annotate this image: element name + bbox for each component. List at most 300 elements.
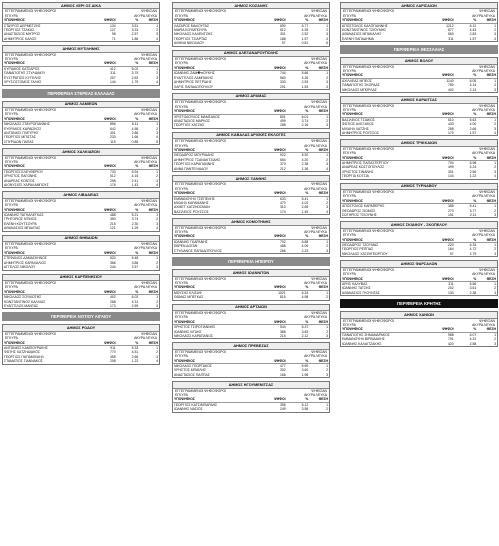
summary-label: ΕΓΚΥΡΑ: [343, 194, 356, 199]
rank-cell: 2: [494, 28, 496, 33]
column-header: ΘΕΣΗ: [139, 164, 159, 169]
column-header: ΨΗΦΟΙ: [261, 191, 287, 196]
summary-label: ΑΚΥΡΑ ΛΕΥΚΑ: [472, 13, 495, 18]
rank-cell: 1: [494, 281, 496, 286]
column-header: ΥΠΟΨΗΦΙΟΣ: [341, 112, 429, 117]
votes-cell: 815: [279, 295, 286, 300]
votes-cell: 1212: [446, 23, 454, 28]
candidate-name: ΑΝΤΩΝΙΟΣ ΚΑΜΠΟΥΡΑΚΗΣ: [4, 345, 48, 350]
votes-cell: 780: [447, 83, 454, 88]
candidate-name: ΑΓΓΕΛΟΣ ΝΙΚΟΛΟΥ: [4, 265, 36, 270]
rank-cell: 4: [494, 130, 496, 135]
votes-cell: 121: [109, 226, 116, 231]
column-header: ΨΗΦΟΙ: [91, 290, 117, 295]
votes-cell: 701: [447, 337, 454, 342]
percent-cell: 5.12: [301, 402, 309, 407]
summary-label: ΕΓΓΕΓΡΑΜΜΕΝΟΙ ΨΗΦΟΦΟΡΟΙ: [175, 57, 227, 62]
summary-label: ΕΓΚΥΡΑ: [5, 336, 18, 341]
candidate-name: ΑΠΟΣΤΟΛΟΣ ΚΑΡΑΦΕΡΗΣ: [342, 204, 385, 209]
percent-cell: 5.33: [131, 345, 139, 350]
rank-cell: 4: [494, 174, 496, 179]
municipality-block: [172, 132, 330, 172]
candidate-name: ΠΑΝΑΓΙΩΤΗΣ ΣΗΜΑΝΔΡΑΚΟΣ: [342, 332, 390, 337]
column-header: %: [117, 18, 140, 23]
municipality-title: ΔΗΜΟΣ ΒΟΛΟΥ: [341, 58, 497, 64]
rank-cell: 3: [156, 303, 158, 308]
candidate-name: ΔΗΜΗΤΡΙΟΣ ΚΑΛΟΣ: [4, 36, 37, 41]
percent-cell: 2.23: [301, 248, 309, 253]
column-header: %: [117, 290, 140, 295]
percent-cell: 1.98: [301, 372, 309, 377]
results-table: [341, 73, 497, 92]
summary-label: ΕΓΚΥΡΑ: [175, 280, 188, 285]
votes-cell: 488: [279, 244, 286, 249]
summary-label: ΨΗΦΙΣΑΝ: [141, 52, 157, 57]
summary-label: ΕΓΓΕΓΡΑΜΜΕΝΟΙ ΨΗΦΟΦΟΡΟΙ: [343, 64, 395, 69]
percent-cell: 4.31: [131, 299, 139, 304]
results-table: [3, 117, 159, 144]
percent-cell: 3.77: [469, 208, 477, 213]
percent-cell: 1.57: [469, 130, 477, 135]
summary-label: ΑΚΥΡΑ ΛΕΥΚΑ: [134, 203, 157, 208]
summary-label: ΕΓΚΥΡΑ: [5, 203, 18, 208]
votes-cell: 402: [447, 87, 454, 92]
candidate-name: ΑΘΑΝΑΣΙΟΣ ΓΚΟΥΝΤΑΣ: [342, 290, 380, 295]
candidate-name: ΑΘΑΝΑΣΙΟΣ ΜΠΑΚΑΛΗΣ: [342, 32, 382, 37]
municipality-block: [340, 311, 498, 347]
summary-label: ΕΓΚΥΡΑ: [343, 151, 356, 156]
municipality-title: ΔΗΜΟΣ ΦΑΡΣΑΛΩΝ: [341, 261, 497, 267]
table-row: [3, 183, 159, 187]
municipality-block: [2, 148, 160, 188]
summary-label: ΨΗΦΙΣΑΝ: [311, 9, 327, 14]
summary-label: ΨΗΦΙΣΑΝ: [479, 318, 495, 323]
table-row: [3, 304, 159, 308]
results-table: [341, 238, 497, 257]
rank-cell: 1: [156, 23, 158, 28]
summary-label: ΕΓΚΥΡΑ: [343, 233, 356, 238]
candidate-name: ΑΧΙΛΛΕΑΣ ΜΠΕΟΣ: [342, 78, 372, 83]
votes-cell: 176: [109, 183, 116, 187]
table-row: [173, 334, 329, 338]
results-table: [173, 109, 329, 128]
votes-cell: 420: [447, 341, 454, 346]
votes-cell: 388: [279, 329, 286, 334]
municipality-block: [172, 175, 330, 215]
candidate-name: ΕΥΘΥΜΙΟΣ ΚΑΡΑΙΣΚΟΣ: [4, 126, 42, 131]
candidate-name: ΘΕΟΔΩΡΟΣ ΣΙΩΜΟΣ: [342, 208, 376, 213]
rank-cell: 3: [494, 169, 496, 174]
summary-label: ΨΗΦΙΣΑΝ: [311, 182, 327, 187]
column-header: ΨΗΦΟΙ: [429, 199, 455, 204]
column-header: ΘΕΣΗ: [309, 359, 329, 364]
votes-cell: 208: [109, 359, 116, 364]
rank-cell: 2: [326, 295, 328, 300]
votes-cell: 173: [109, 303, 116, 308]
candidate-name: ΜΙΧΑΗΛ ΚΑΡΑΜΑΝΗΣ: [174, 201, 209, 206]
candidate-name: ΙΩΑΝΝΗΣ ΤΑΓΚΑΛΕΓΚΑΣ: [4, 213, 44, 218]
candidate-name: ΦΩΤΗΣ ΧΑΤΖΗΔΙΑΚΟΣ: [4, 350, 41, 355]
rank-cell: 1: [326, 153, 328, 158]
votes-cell: 401: [109, 130, 116, 135]
percent-cell: 2.38: [469, 290, 477, 295]
results-table: [3, 164, 159, 187]
summary-label: ΑΚΥΡΑ ΛΕΥΚΑ: [472, 322, 495, 327]
rank-cell: 1: [156, 295, 158, 300]
rank-cell: 3: [156, 221, 158, 226]
percent-cell: 6.12: [469, 23, 477, 28]
votes-cell: 311: [110, 71, 116, 76]
municipality-title: ΔΗΜΟΣ ΧΑΛΚΙΔΕΩΝ: [3, 149, 159, 155]
percent-cell: 5.56: [469, 281, 477, 286]
percent-cell: 1.53: [301, 84, 309, 89]
column-header: ΥΠΟΨΗΦΙΟΣ: [341, 156, 429, 161]
rank-cell: 1: [156, 213, 158, 218]
summary-label: ΑΚΥΡΑ ΛΕΥΚΑ: [304, 354, 327, 359]
candidate-name: ΕΜΜΑΝΟΥΗΛ ΒΙΡΒΙΔΑΚΗΣ: [342, 337, 385, 342]
votes-cell: 455: [109, 354, 116, 359]
column-header: ΘΕΣΗ: [139, 290, 159, 295]
summary-label: ΨΗΦΙΣΑΝ: [141, 331, 157, 336]
results-table: [341, 156, 497, 179]
column-header: %: [455, 156, 478, 161]
votes-cell: 388: [447, 204, 454, 209]
rank-cell: 2: [156, 28, 158, 33]
rank-cell: 3: [326, 32, 328, 37]
votes-cell: 97: [449, 251, 454, 256]
candidate-name: ΒΑΣΙΛΕΙΟΣ ΡΟΥΣΣΟΣ: [174, 209, 209, 214]
table-row: [341, 88, 497, 92]
summary-label: ΕΓΚΥΡΑ: [175, 61, 188, 66]
percent-cell: 6.05: [469, 78, 477, 83]
rank-cell: 3: [326, 80, 328, 85]
votes-cell: 97: [281, 41, 286, 46]
results-table: [3, 61, 159, 84]
percent-cell: 1.86: [131, 36, 139, 41]
votes-cell: 233: [109, 135, 116, 140]
column-header: ΨΗΦΟΙ: [91, 61, 117, 66]
column-header: ΘΕΣΗ: [309, 397, 329, 402]
votes-cell: 288: [279, 123, 286, 128]
column-header: %: [287, 191, 310, 196]
summary-label: ΑΚΥΡΑ ΛΕΥΚΑ: [134, 159, 157, 164]
column-2: [172, 2, 330, 416]
summary-label: ΕΓΚΥΡΑ: [343, 107, 356, 112]
votes-cell: 911: [110, 345, 116, 350]
column-header: ΘΕΣΗ: [309, 148, 329, 153]
summary-label: ΨΗΦΙΣΑΝ: [141, 9, 157, 14]
percent-cell: 4.28: [301, 28, 309, 33]
table-row: [173, 123, 329, 127]
votes-cell: 922: [279, 153, 286, 158]
votes-cell: 244: [109, 265, 116, 270]
column-header: ΨΗΦΟΙ: [261, 234, 287, 239]
rank-cell: 2: [156, 126, 158, 131]
percent-cell: 4.43: [469, 28, 477, 33]
percent-cell: 2.41: [131, 178, 139, 183]
rank-cell: 4: [326, 209, 328, 214]
rank-cell: 4: [156, 226, 158, 231]
percent-cell: 3.74: [131, 217, 139, 222]
rank-cell: 1: [326, 290, 328, 295]
column-header: ΥΠΟΨΗΦΙΟΣ: [341, 327, 429, 332]
candidate-name: ΛΑΖΑΡΟΣ ΜΑΛΟΥΤΑΣ: [174, 23, 210, 28]
candidate-name: ΓΕΩΡΓΙΟΣ ΠΑΠΑΜΙΧΑΗΛ: [4, 354, 44, 359]
column-header: ΥΠΟΨΗΦΙΟΣ: [173, 285, 261, 290]
rank-cell: 1: [494, 204, 496, 209]
votes-cell: 202: [447, 286, 454, 291]
column-header: ΥΠΟΨΗΦΙΟΣ: [173, 18, 261, 23]
candidate-name: ΣΤΑΜΑΤΙΟΣ ΓΙΑΝΝΑΚΟΣ: [4, 359, 43, 364]
summary-label: ΨΗΦΙΣΑΝ: [311, 310, 327, 315]
rank-cell: 1: [326, 71, 328, 76]
percent-cell: 5.88: [301, 239, 309, 244]
column-header: ΨΗΦΟΙ: [261, 397, 287, 402]
rank-cell: 2: [494, 83, 496, 88]
municipality-block: [2, 235, 160, 271]
rank-cell: 2: [326, 75, 328, 80]
column-header: ΥΠΟΨΗΦΙΟΣ: [3, 117, 91, 122]
table-row: [173, 85, 329, 89]
column-header: %: [117, 341, 140, 346]
votes-cell: 133: [447, 290, 454, 295]
column-header: %: [287, 397, 310, 402]
votes-cell: 207: [109, 75, 116, 80]
results-table: [173, 18, 329, 45]
candidate-name: ΔΗΜΗΤΡΙΟΣ ΤΣΑΝΑΚΤΣΙΔΗΣ: [174, 157, 221, 162]
candidate-name: ΑΝΑΣΤΑΣΙΟΣ ΜΗΤΡΟΣ: [4, 32, 41, 37]
table-row: [3, 37, 159, 41]
table-row: [173, 41, 329, 45]
summary-label: ΕΓΚΥΡΑ: [175, 230, 188, 235]
percent-cell: 2.65: [301, 205, 309, 210]
summary-label: ΕΓΚΥΡΑ: [343, 322, 356, 327]
candidate-name: ΧΡΗΣΤΟΣ ΤΣΙΡΟΓΙΑΝΝΗΣ: [174, 325, 216, 330]
percent-cell: 4.72: [469, 247, 477, 252]
column-header: ΘΕΣΗ: [477, 73, 497, 78]
summary-label: ΕΓΓΕΓΡΑΜΜΕΝΟΙ ΨΗΦΟΦΟΡΟΙ: [5, 107, 57, 112]
votes-cell: 560: [279, 75, 286, 80]
candidate-name: ΕΛΕΝΗ ΚΟΥΤΣΟΥΡΑ: [4, 221, 37, 226]
votes-cell: 560: [447, 32, 454, 37]
municipality-block: [2, 2, 160, 42]
votes-cell: 220: [447, 243, 454, 248]
column-header: ΥΠΟΨΗΦΙΟΣ: [173, 234, 261, 239]
summary-label: ΕΓΓΕΓΡΑΜΜΕΝΟΙ ΨΗΦΟΦΟΡΟΙ: [343, 146, 395, 151]
rank-cell: 2: [156, 174, 158, 179]
summary-label: ΕΓΓΕΓΡΑΜΜΕΝΟΙ ΨΗΦΟΦΟΡΟΙ: [5, 9, 57, 14]
percent-cell: 5.21: [131, 213, 139, 218]
municipality-title: ΔΗΜΟΣ ΠΡΕΒΕΖΑΣ: [173, 343, 329, 349]
votes-cell: 249: [279, 407, 286, 412]
percent-cell: 1.43: [131, 183, 139, 187]
votes-cell: 470: [279, 201, 286, 206]
votes-cell: 544: [279, 325, 286, 330]
percent-cell: 6.33: [469, 243, 477, 248]
column-header: %: [287, 320, 310, 325]
results-table: [3, 341, 159, 364]
rank-cell: 1: [494, 160, 496, 165]
column-header: ΥΠΟΨΗΦΙΟΣ: [173, 359, 261, 364]
percent-cell: 5.92: [301, 153, 309, 158]
summary-label: ΕΓΚΥΡΑ: [343, 13, 356, 18]
votes-cell: 170: [447, 130, 454, 135]
candidate-name: ΓΕΩΡΓΙΟΣ ΡΕΠΠΑΣ: [342, 247, 374, 252]
percent-cell: 2.16: [301, 123, 309, 128]
candidate-name: ΧΡΗΣΤΟΣ ΣΙΝΑΝΗΣ: [342, 169, 374, 174]
candidate-name: ΙΩΑΝΝΗΣ ΛΙΓΔΗΣ: [174, 329, 202, 334]
municipality-title: ΔΗΜΟΣ ΔΡΑΜΑΣ: [173, 94, 329, 100]
summary-label: ΨΗΦΙΣΑΝ: [141, 242, 157, 247]
candidate-name: ΔΗΜΗΤΡΙΟΣ ΡΟΥΣΣΟΣ: [342, 130, 379, 135]
municipality-block: [340, 2, 498, 42]
rank-cell: 2: [156, 260, 158, 265]
candidate-name: ΑΝΝΑ ΠΑΝΤΕΛΙΑΔΟΥ: [174, 166, 209, 171]
rank-cell: 2: [326, 407, 328, 412]
municipality-block: [172, 381, 330, 412]
percent-cell: 2.83: [469, 32, 477, 37]
percent-cell: 1.29: [131, 226, 139, 231]
summary-label: ΑΚΥΡΑ ΛΕΥΚΑ: [134, 285, 157, 290]
rank-cell: 3: [326, 248, 328, 253]
column-header: ΥΠΟΨΗΦΙΟΣ: [173, 148, 261, 153]
votes-cell: 488: [109, 213, 116, 218]
percent-cell: 6.24: [301, 290, 309, 295]
candidate-name: ΣΤΑΥΡΟΣ ΔΕΡΜΕΤΖΗΣ: [4, 23, 41, 28]
candidate-name: ΑΝΔΡΕΑΣ ΚΟΝΤΟΣ: [4, 178, 35, 183]
candidate-name: ΓΕΩΡΓΙΟΣ ΜΠΙΣΤΑΣ: [4, 135, 36, 140]
candidate-name: ΔΗΜΗΤΡΙΟΣ ΠΕΤΡΙΔΗΣ: [174, 80, 212, 85]
votes-cell: 1021: [278, 290, 286, 295]
candidate-name: ΝΙΚΟΛΑΟΣ ΚΑΛΕΝΤΖΗΣ: [174, 32, 213, 37]
summary-label: ΕΓΓΕΓΡΑΜΜΕΝΟΙ ΨΗΦΟΦΟΡΟΙ: [343, 103, 395, 108]
rank-cell: 4: [156, 36, 158, 41]
table-row: [173, 295, 329, 299]
summary-label: ΨΗΦΙΣΑΝ: [311, 100, 327, 105]
rank-cell: 2: [156, 299, 158, 304]
rank-cell: 1: [326, 325, 328, 330]
rank-cell: 3: [326, 205, 328, 210]
municipality-title: ΔΗΜΟΣ ΗΓΟΥΜΕΝΙΤΣΑΣ: [173, 382, 329, 388]
column-header: ΥΠΟΨΗΦΙΟΣ: [341, 277, 429, 282]
summary-label: ΕΓΚΥΡΑ: [5, 246, 18, 251]
rank-cell: 4: [156, 135, 158, 140]
summary-label: ΑΚΥΡΑ ΛΕΥΚΑ: [134, 112, 157, 117]
municipality-title: ΔΗΜΟΣ ΑΛΕΞΑΝΔΡΟΥΠΟΛΗΣ: [173, 51, 329, 57]
table-row: [3, 359, 159, 363]
summary-label: ΕΓΓΕΓΡΑΜΜΕΝΟΙ ΨΗΦΟΦΟΡΟΙ: [175, 349, 227, 354]
candidate-name: ΧΡΙΣΤΟΔΟΥΛΟΣ ΜΑΜΣΑΚΟΣ: [174, 114, 220, 119]
municipality-block: [2, 191, 160, 231]
candidate-name: ΕΥΑΓΓΕΛΟΣ ΜΑΝΤΑΣ: [4, 303, 39, 308]
rank-cell: 3: [156, 75, 158, 80]
percent-cell: 0.85: [131, 139, 139, 144]
votes-cell: 366: [109, 260, 116, 265]
candidate-name: ΝΙΚΟΛΑΟΣ ΣΟΥΛΙΩΤΗΣ: [4, 295, 42, 300]
percent-cell: 2.30: [131, 221, 139, 226]
votes-cell: 127: [109, 28, 116, 33]
municipality-block: [2, 324, 160, 364]
percent-cell: 5.94: [131, 169, 139, 174]
table-row: [341, 131, 497, 135]
table-row: [3, 226, 159, 230]
summary-label: ΑΚΥΡΑ ΛΕΥΚΑ: [472, 151, 495, 156]
votes-cell: 801: [279, 114, 286, 119]
rank-cell: 1: [494, 332, 496, 337]
candidate-name: ΧΡΥΣΟΣΤΟΜΟΣ ΓΑΛΗΣ: [4, 80, 42, 85]
summary-label: ΑΚΥΡΑ ΛΕΥΚΑ: [134, 336, 157, 341]
rank-cell: 4: [494, 36, 496, 41]
summary-label: ΨΗΦΙΣΑΝ: [479, 64, 495, 69]
summary-label: ΕΓΚΥΡΑ: [175, 143, 188, 148]
municipality-title: ΔΗΜΟΣ ΤΡΙΚΚΑΙΩΝ: [341, 140, 497, 146]
column-header: %: [287, 359, 310, 364]
column-header: %: [287, 109, 310, 114]
votes-cell: 188: [279, 36, 286, 41]
rank-cell: 5: [156, 139, 158, 144]
summary-label: ΑΚΥΡΑ ΛΕΥΚΑ: [304, 61, 327, 66]
rank-cell: 3: [494, 87, 496, 92]
candidate-name: ΑΘΑΝΑΣΙΟΣ ΜΠΑΛΤΑΣ: [4, 226, 41, 231]
votes-cell: 266: [279, 248, 286, 253]
rank-cell: 4: [326, 166, 328, 171]
candidate-name: ΧΑΡΙΣ ΠΑΠΑΔΟΠΟΥΛΟΥ: [174, 84, 213, 89]
column-header: ΘΕΣΗ: [477, 199, 497, 204]
summary-label: ΨΗΦΙΣΑΝ: [141, 155, 157, 160]
votes-cell: 356: [279, 402, 286, 407]
percent-cell: 0.81: [301, 41, 309, 46]
percent-cell: 3.83: [301, 329, 309, 334]
votes-cell: 702: [279, 239, 286, 244]
votes-cell: 402: [109, 295, 116, 300]
column-header: ΘΕΣΗ: [477, 277, 497, 282]
candidate-name: ΓΕΩΡΓΙΟΣ ΚΑΡΑΓΙΑΝΝΗΣ: [174, 162, 215, 167]
column-header: ΥΠΟΨΗΦΙΟΣ: [173, 397, 261, 402]
column-header: ΨΗΦΟΙ: [261, 359, 287, 364]
municipality-title: ΔΗΜΟΣ ΚΑΡΠΕΝΗΣΙΟΥ: [3, 275, 159, 281]
summary-label: ΑΚΥΡΑ ΛΕΥΚΑ: [134, 13, 157, 18]
rank-cell: 1: [156, 345, 158, 350]
municipality-title: ΔΗΜΟΣ ΙΩΑΝΝΙΤΩΝ: [173, 270, 329, 276]
candidate-name: ΚΥΡΙΑΚΟΣ ΚΑΤΣΑΡΟΣ: [4, 66, 40, 71]
rank-cell: 3: [156, 130, 158, 135]
percent-cell: 5.02: [131, 66, 139, 71]
table-row: [3, 80, 159, 84]
summary-label: ΕΓΓΕΓΡΑΜΜΕΝΟΙ ΨΗΦΟΦΟΡΟΙ: [343, 228, 395, 233]
rank-cell: 1: [494, 23, 496, 28]
percent-cell: 4.58: [131, 126, 139, 131]
column-header: ΨΗΦΟΙ: [429, 277, 455, 282]
municipality-title: ΔΗΜΟΣ ΞΑΝΘΗΣ: [173, 176, 329, 182]
column-header: %: [117, 117, 140, 122]
summary-label: ΕΓΓΕΓΡΑΜΜΕΝΟΙ ΨΗΦΟΦΟΡΟΙ: [175, 388, 227, 393]
rank-cell: 3: [156, 265, 158, 270]
percent-cell: 4.24: [469, 165, 477, 170]
candidate-name: ΝΙΚΟΛΑΟΣ ΓΕΩΡΓΑΚΟΣ: [174, 364, 212, 368]
candidate-name: ΓΕΩΡΓΙΟΣ ΤΖΑΚΑΣ: [4, 28, 35, 33]
percent-cell: 4.15: [131, 174, 139, 179]
column-header: ΨΗΦΟΙ: [91, 18, 117, 23]
percent-cell: 2.53: [301, 80, 309, 85]
municipality-block: [2, 45, 160, 85]
percent-cell: 2.86: [131, 130, 139, 135]
percent-cell: 2.66: [131, 354, 139, 359]
votes-cell: 499: [279, 118, 286, 123]
summary-label: ΑΚΥΡΑ ΛΕΥΚΑ: [472, 233, 495, 238]
percent-cell: 1.57: [469, 36, 477, 41]
municipality-block: [172, 93, 330, 129]
candidate-name: ΑΧΜΕΤ ΧΑΤΖΗΟΣΜΑΝ: [174, 205, 210, 210]
